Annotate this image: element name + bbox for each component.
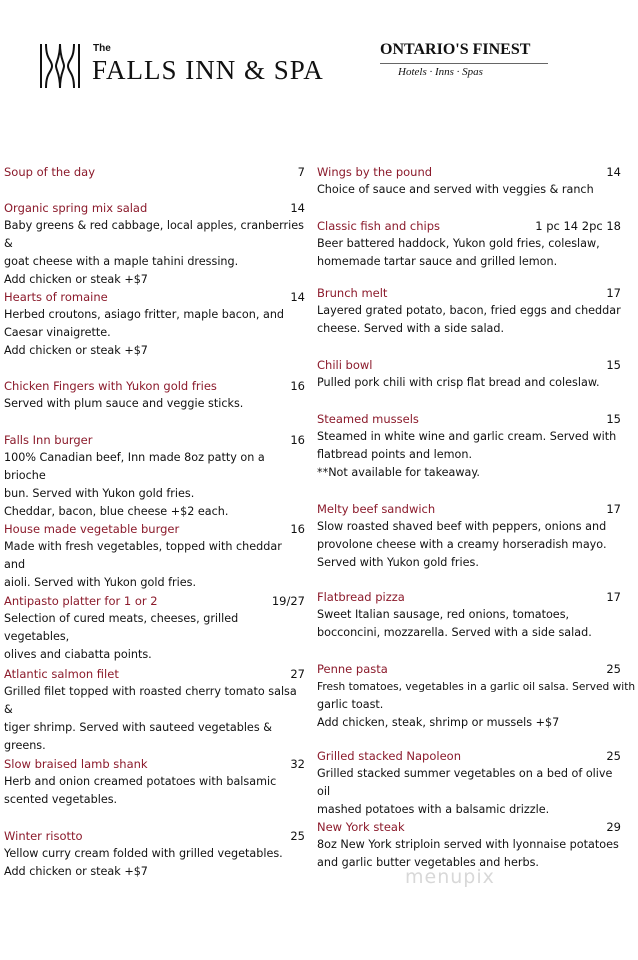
item-description: Caesar vinaigrette. [4,326,111,339]
menu-header [0,0,638,110]
brand-prefix: The [93,43,111,54]
item-description: 100% Canadian beef, Inn made 8oz patty on a brioche [4,451,265,482]
item-price: 14 [606,165,621,179]
item-description: mashed potatoes with a balsamic drizzle. [317,803,550,816]
menu-item [4,827,305,881]
item-name: Brunch melt [317,286,388,300]
item-description: Fresh tomatoes, vegetables in a garlic oil salsa. Served with [317,681,636,693]
item-name: Soup of the day [4,165,96,179]
item-description: Add chicken, steak, shrimp or mussels +$7 [317,716,560,729]
item-description: homemade tartar sauce and grilled lemon. [317,255,558,268]
menu-item [4,163,305,181]
item-description: Served with Yukon gold fries. [317,556,479,569]
menu-item [317,410,621,482]
item-description: Made with fresh vegetables, topped with cheddar and [4,540,282,571]
menu-item [4,592,305,664]
item-price: 16 [290,433,305,447]
item-price: 25 [606,662,621,676]
item-description: **Not available for takeaway. [317,466,480,479]
item-description: Slow roasted shaved beef with peppers, onions and [317,520,607,533]
item-price: 14 [290,201,305,215]
item-description: olives and ciabatta points. [4,648,152,661]
item-description: 8oz New York striploin served with lyonnaise potatoes [317,838,619,851]
item-price: 15 [606,412,621,426]
menupix-watermark: menupix [405,866,495,888]
item-description: Add chicken or steak +$7 [4,865,148,878]
item-name: Wings by the pound [317,165,433,179]
item-price: 27 [290,667,305,681]
menu-item [317,818,621,872]
item-price: 7 [297,165,305,179]
menu-item [317,588,621,642]
menu-item [4,520,305,592]
menu-item [317,284,621,338]
item-description: and garlic butter vegetables and herbs. [317,856,539,869]
menu-item [317,356,621,392]
item-description: Cheddar, bacon, blue cheese +$2 each. [4,505,229,518]
item-name: Falls Inn burger [4,433,93,447]
item-name: Classic fish and chips [317,219,440,233]
item-description: cheese. Served with a side salad. [317,322,505,335]
item-description: Grilled filet topped with roasted cherry tomato salsa & [4,685,297,716]
item-description: aioli. Served with Yukon gold fries. [4,576,197,589]
item-description: Selection of cured meats, cheeses, grilled vegetables, [4,612,239,643]
falls-inn-logo-icon [38,42,82,90]
item-description: garlic toast. [317,698,384,711]
item-name: Chicken Fingers with Yukon gold fries [4,379,217,393]
item-description: Add chicken or steak +$7 [4,273,148,286]
item-description: bocconcini, mozzarella. Served with a side salad. [317,626,592,639]
item-name: Steamed mussels [317,412,419,426]
item-description: greens. [4,739,46,752]
item-name: Atlantic salmon filet [4,667,119,681]
item-description: flatbread points and lemon. [317,448,473,461]
item-name: Penne pasta [317,662,388,676]
item-name: Flatbread pizza [317,590,405,604]
item-description: Herb and onion creamed potatoes with balsamic [4,775,277,788]
item-price: 17 [606,502,621,516]
item-description: Choice of sauce and served with veggies & ranch [317,183,594,196]
item-name: Slow braised lamb shank [4,757,148,771]
menu-item [4,431,305,521]
item-description: Baby greens & red cabbage, local apples, cranberries & [4,219,304,250]
item-description: goat cheese with a maple tahini dressing. [4,255,239,268]
item-price: 25 [606,749,621,763]
brand-name: FALLS INN & SPA [92,55,324,85]
item-price: 17 [606,590,621,604]
item-description: tiger shrimp. Served with sauteed vegetables & [4,721,272,734]
menu-item [317,163,621,199]
menu-item [317,660,636,732]
item-name: House made vegetable burger [4,522,180,536]
item-description: Sweet Italian sausage, red onions, tomatoes, [317,608,570,621]
item-price: 1 pc 14 2pc 18 [535,219,621,233]
item-description: Herbed croutons, asiago fritter, maple bacon, and [4,308,285,321]
menu-item [317,500,621,572]
item-description: Served with plum sauce and veggie sticks. [4,397,244,410]
menu-item [4,377,305,413]
item-name: Melty beef sandwich [317,502,436,516]
item-price: 15 [606,358,621,372]
item-name: Organic spring mix salad [4,201,148,215]
item-price: 29 [606,820,621,834]
item-description: bun. Served with Yukon gold fries. [4,487,195,500]
item-name: New York steak [317,820,405,834]
menu-item [4,755,305,809]
item-name: Chili bowl [317,358,373,372]
item-description: Steamed in white wine and garlic cream. Served with [317,430,617,443]
item-price: 16 [290,379,305,393]
item-name: Antipasto platter for 1 or 2 [4,594,158,608]
item-description: provolone cheese with a creamy horseradish mayo. [317,538,607,551]
partner-subtitle: Hotels · Inns · Spas [398,66,483,78]
item-description: Yellow curry cream folded with grilled vegetables. [4,847,283,860]
item-description: scented vegetables. [4,793,118,806]
item-name: Winter risotto [4,829,83,843]
item-price: 19/27 [271,594,305,608]
partner-title: ONTARIO'S FINEST [380,41,531,58]
item-name: Grilled stacked Napoleon [317,749,461,763]
partner-divider [380,63,548,64]
item-price: 32 [290,757,305,771]
item-description: Grilled stacked summer vegetables on a bed of olive oil [317,767,613,798]
menu-item [317,217,621,271]
menu-item [4,665,305,755]
item-description: Layered grated potato, bacon, fried eggs and cheddar [317,304,621,317]
item-price: 16 [290,522,305,536]
item-description: Add chicken or steak +$7 [4,344,148,357]
item-price: 17 [606,286,621,300]
item-description: Pulled pork chili with crisp flat bread and coleslaw. [317,376,600,389]
item-description: Beer battered haddock, Yukon gold fries, coleslaw, [317,237,600,250]
ontarios-finest-logo [380,41,550,86]
item-price: 14 [290,290,305,304]
item-name: Hearts of romaine [4,290,108,304]
item-price: 25 [290,829,305,843]
menu-item [4,199,305,289]
menu-item [317,747,621,819]
menu-item [4,288,305,360]
